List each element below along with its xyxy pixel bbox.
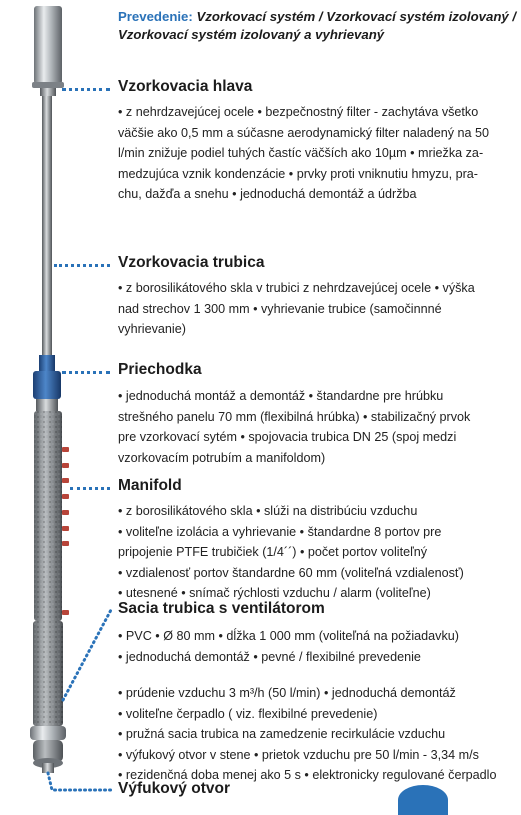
section-body-feed-through xyxy=(118,386,516,468)
text-line: • z borosilikátového skla • slúži na distribúciu vzduchu xyxy=(118,504,418,518)
text-line: • z borosilikátového skla v trubici z nehrdzavejúcej ocele • výška xyxy=(118,281,475,295)
text-line: chu, dažďa a snehu • jednoduchá demontáž a údržba xyxy=(118,187,417,201)
section-body-manifold xyxy=(118,501,516,604)
text-line: • výfukový otvor v stene • prietok vzduchu pre 50 l/min - 3,34 m/s xyxy=(118,747,479,762)
section-title-manifold: Manifold xyxy=(118,477,182,494)
section-title-feed-through: Priechodka xyxy=(118,361,202,378)
text-line: • PVC • Ø 80 mm • dĺžka 1 000 mm (voliteľná na požiadavku) xyxy=(118,629,459,643)
text-line: • vzdialenosť portov štandardne 60 mm (voliteľná vzdialenosť) xyxy=(118,565,464,580)
sampling-tube xyxy=(42,96,52,366)
leader-line-tube xyxy=(54,264,110,267)
text-line: strešného panelu 70 mm (flexibilná hrúbka) • stabilizačný prvok xyxy=(118,409,471,424)
section-body-sampling-tube xyxy=(118,278,516,340)
leader-line-feedthrough xyxy=(62,371,110,374)
text-line: vyhrievanie) xyxy=(118,322,186,336)
feed-through xyxy=(33,355,61,411)
header xyxy=(118,8,518,44)
text-line: pre vzorkovací sytém • spojovacia trubica DN 25 (spoj medzi xyxy=(118,430,457,444)
decorative-arc xyxy=(398,785,448,815)
text-line: • voliteľne izolácia a vyhrievanie • štandardne 8 portov pre xyxy=(118,524,442,539)
text-line: • utesnené • snímač rýchlosti vzduchu / alarm (voliteľne) xyxy=(118,586,431,600)
manifold-ports xyxy=(62,447,69,615)
leader-line-head xyxy=(62,88,110,91)
text-line: • jednoduchá montáž a demontáž • štandardne pre hrúbku xyxy=(118,389,444,403)
section-title-sampling-head: Vzorkovacia hlava xyxy=(118,78,253,95)
section-body-sampling-head xyxy=(118,102,516,205)
sampling-head xyxy=(32,6,64,96)
section-title-sampling-tube: Vzorkovacia trubica xyxy=(118,254,265,271)
header-line2: Vzorkovací systém izolovaný a vyhrievaný xyxy=(118,27,385,42)
text-line: medzujúca vznik kondenzácie • prvky proti vniknutiu hmyzu, pra- xyxy=(118,166,478,181)
section-body-suction-tube xyxy=(118,626,516,667)
manifold xyxy=(34,411,69,621)
section-title-suction-tube: Sacia trubica s ventilátorom xyxy=(118,600,325,617)
header-label: Prevedenie: xyxy=(118,9,193,24)
text-line: • rezidenčná doba menej ako 5 s • elektronicky regulované čerpadlo xyxy=(118,768,497,782)
text-line: väčšie ako 0,5 mm a súčasne aerodynamický filter naladený na 50 xyxy=(118,125,490,140)
text-line: nad strechov 1 300 mm • vyhrievanie trubice (samočinnné xyxy=(118,301,442,316)
text-line: • pružná sacia trubica na zamedzenie recirkulácie vzduchu xyxy=(118,727,446,741)
leader-line-manifold xyxy=(70,487,110,490)
suction-tube xyxy=(30,621,66,773)
text-line: pripojenie PTFE trubičiek (1/4´´) • počet portov voliteľný xyxy=(118,545,428,559)
section-title-exhaust: Výfukový otvor xyxy=(118,780,230,797)
text-line: • prúdenie vzduchu 3 m³/h (50 l/min) • jednoduchá demontáž xyxy=(118,686,456,700)
section-body-fan xyxy=(118,683,516,786)
text-line: • z nehrdzavejúcej ocele • bezpečnostný filter - zachytáva všetko xyxy=(118,105,479,119)
text-line: l/min znižuje podiel tuhých častíc väčších ako 10µm • mriežka za- xyxy=(118,146,484,160)
sampling-system-illustration xyxy=(0,0,115,800)
header-line1: Vzorkovací systém / Vzorkovací systém izolovaný / xyxy=(196,9,517,24)
text-line: • voliteľne čerpadlo ( viz. flexibilné prevedenie) xyxy=(118,706,378,721)
text-line: vzorkovacím potrubím a manifoldom) xyxy=(118,450,326,465)
text-line: • jednoduchá demontáž • pevné / flexibilné prevedenie xyxy=(118,649,421,664)
